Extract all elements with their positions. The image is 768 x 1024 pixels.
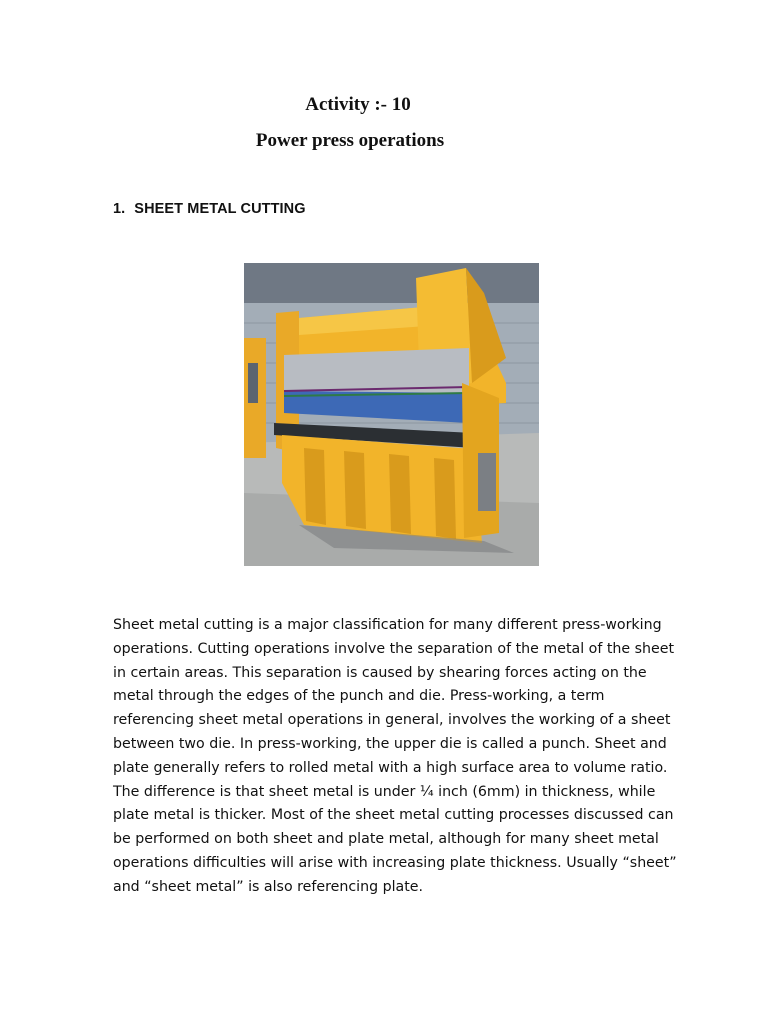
paragraph-line: plate metal is thicker. Most of the sheet metal cutting processes discussed can <box>113 807 674 824</box>
paragraph-line: be performed on both sheet and plate metal, although for many sheet metal <box>113 831 659 848</box>
paragraph-line: The difference is that sheet metal is under ¼ inch (6mm) in thickness, while <box>113 783 656 800</box>
paragraph-line: operations difficulties will arise with increasing plate thickness. Usually “sheet” <box>113 854 677 871</box>
paragraph-line: referencing sheet metal operations in general, involves the working of a sheet <box>113 712 671 729</box>
paragraph-line: between two die. In press-working, the upper die is called a punch. Sheet and <box>113 735 667 752</box>
section-heading <box>113 201 306 217</box>
press-brake-photo <box>244 263 539 566</box>
paragraph-line: metal through the edges of the punch and die. Press-working, a term <box>113 688 605 705</box>
activity-title: Activity :- 10 <box>305 94 411 115</box>
paragraph-line: operations. Cutting operations involve the separation of the metal of the sheet <box>113 640 675 657</box>
paragraph-line: in certain areas. This separation is caused by shearing forces acting on the <box>113 664 647 681</box>
page-subtitle: Power press operations <box>255 130 445 151</box>
paragraph-line: and “sheet metal” is also referencing plate. <box>113 878 424 895</box>
body-paragraph <box>113 614 683 900</box>
paragraph-line: Sheet metal cutting is a major classification for many different press-working <box>113 617 662 633</box>
section-heading-text: SHEET METAL CUTTING <box>134 201 306 217</box>
section-number: 1. <box>113 201 126 217</box>
paragraph-line: plate generally refers to rolled metal with a high surface area to volume ratio. <box>113 759 668 776</box>
